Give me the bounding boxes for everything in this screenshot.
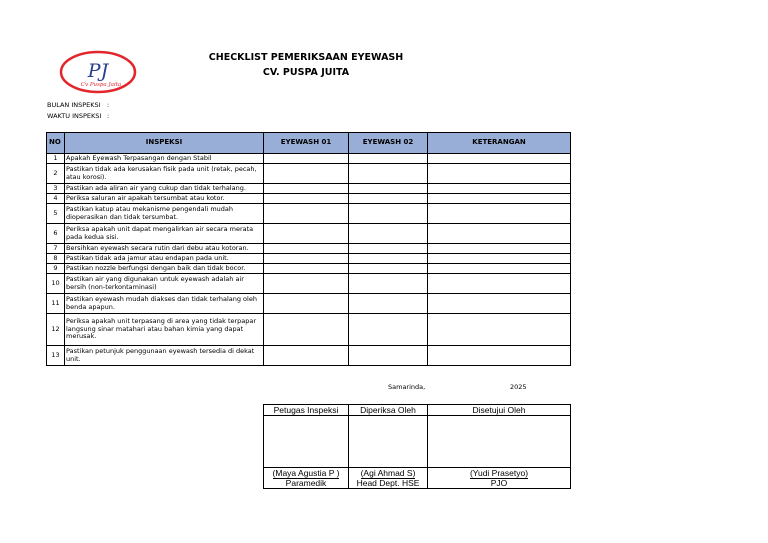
checklist-table [46, 132, 571, 366]
row-inspeksi: Pastikan nozzle berfungsi dengan baik dan tidak bocor. [65, 264, 264, 274]
keterangan-cell[interactable] [428, 164, 571, 184]
signature-role-diperiksa: Head Dept. HSE [349, 478, 428, 489]
keterangan-cell[interactable] [428, 244, 571, 254]
keterangan-cell[interactable] [428, 224, 571, 244]
col-header-no: NO [47, 133, 65, 154]
eyewash-02-cell[interactable] [349, 194, 428, 204]
signature-name-diperiksa: (Agi Ahmad S) [360, 468, 416, 478]
signature-space-diperiksa[interactable] [349, 416, 428, 468]
bulan-inspeksi-row [47, 101, 110, 109]
table-row [47, 184, 571, 194]
row-no: 3 [47, 184, 65, 194]
col-header-keterangan: KETERANGAN [428, 133, 571, 154]
eyewash-02-cell[interactable] [349, 274, 428, 294]
eyewash-01-cell[interactable] [264, 204, 349, 224]
table-row [47, 244, 571, 254]
keterangan-cell[interactable] [428, 346, 571, 366]
row-no: 8 [47, 254, 65, 264]
row-no: 12 [47, 314, 65, 346]
eyewash-02-cell[interactable] [349, 254, 428, 264]
row-no: 4 [47, 194, 65, 204]
signature-role-petugas: Paramedik [264, 478, 349, 489]
bulan-inspeksi-separator: : [107, 101, 110, 109]
table-row [47, 204, 571, 224]
row-inspeksi: Periksa apakah unit dapat mengalirkan air secara merata pada kedua sisi. [65, 224, 264, 244]
signature-name-cell [428, 468, 571, 479]
signature-header-row [264, 405, 571, 416]
row-inspeksi: Pastikan tidak ada kerusakan fisik pada unit (retak, pecah, atau korosi). [65, 164, 264, 184]
signature-names-row [264, 468, 571, 479]
row-no: 10 [47, 274, 65, 294]
row-no: 11 [47, 294, 65, 314]
row-inspeksi: Pastikan katup atau mekanisme pengendali mudah dioperasikan dan tidak tersumbat. [65, 204, 264, 224]
eyewash-02-cell[interactable] [349, 264, 428, 274]
signature-header-disetujui: Disetujui Oleh [428, 405, 571, 416]
row-no: 9 [47, 264, 65, 274]
logo-script: Cv Puspa Jaita [80, 82, 122, 88]
company-logo [59, 50, 137, 94]
table-row [47, 346, 571, 366]
row-inspeksi: Apakah Eyewash Terpasangan dengan Stabil [65, 154, 264, 164]
eyewash-01-cell[interactable] [264, 346, 349, 366]
signature-header-petugas: Petugas Inspeksi [264, 405, 349, 416]
table-row [47, 264, 571, 274]
keterangan-cell[interactable] [428, 194, 571, 204]
table-row [47, 164, 571, 184]
signature-space-row [264, 416, 571, 468]
eyewash-02-cell[interactable] [349, 294, 428, 314]
row-no: 6 [47, 224, 65, 244]
keterangan-cell[interactable] [428, 254, 571, 264]
row-no: 7 [47, 244, 65, 254]
table-row [47, 294, 571, 314]
table-header-row [47, 133, 571, 154]
eyewash-02-cell[interactable] [349, 184, 428, 194]
eyewash-01-cell[interactable] [264, 164, 349, 184]
eyewash-01-cell[interactable] [264, 184, 349, 194]
row-inspeksi: Bersihkan eyewash secara rutin dari debu atau kotoran. [65, 244, 264, 254]
keterangan-cell[interactable] [428, 314, 571, 346]
keterangan-cell[interactable] [428, 274, 571, 294]
signature-name-cell [264, 468, 349, 479]
table-row [47, 254, 571, 264]
eyewash-02-cell[interactable] [349, 204, 428, 224]
signature-city: Samarinda, [388, 383, 426, 391]
signature-year: 2025 [510, 383, 527, 391]
col-header-eyewash-02: EYEWASH 02 [349, 133, 428, 154]
eyewash-01-cell[interactable] [264, 274, 349, 294]
keterangan-cell[interactable] [428, 184, 571, 194]
keterangan-cell[interactable] [428, 264, 571, 274]
table-row [47, 194, 571, 204]
eyewash-01-cell[interactable] [264, 314, 349, 346]
signature-table [263, 404, 571, 489]
keterangan-cell[interactable] [428, 294, 571, 314]
signature-space-disetujui[interactable] [428, 416, 571, 468]
keterangan-cell[interactable] [428, 154, 571, 164]
eyewash-01-cell[interactable] [264, 224, 349, 244]
signature-header-diperiksa: Diperiksa Oleh [349, 405, 428, 416]
signature-name-petugas: (Maya Agustia P ) [272, 468, 340, 478]
eyewash-01-cell[interactable] [264, 244, 349, 254]
company-name: CV. PUSPA JUITA [262, 67, 350, 78]
waktu-inspeksi-label: WAKTU INSPEKSI [47, 112, 102, 120]
eyewash-02-cell[interactable] [349, 244, 428, 254]
waktu-inspeksi-row [47, 112, 110, 120]
row-no: 1 [47, 154, 65, 164]
eyewash-02-cell[interactable] [349, 346, 428, 366]
table-row [47, 314, 571, 346]
eyewash-01-cell[interactable] [264, 264, 349, 274]
signature-space-petugas[interactable] [264, 416, 349, 468]
signature-name-cell [349, 468, 428, 479]
row-inspeksi: Pastikan petunjuk penggunaan eyewash tersedia di dekat unit. [65, 346, 264, 366]
table-row [47, 154, 571, 164]
eyewash-02-cell[interactable] [349, 164, 428, 184]
signature-name-disetujui: (Yudi Prasetyo) [469, 468, 529, 478]
eyewash-01-cell[interactable] [264, 194, 349, 204]
signature-roles-row [264, 478, 571, 489]
document-title: CHECKLIST PEMERIKSAAN EYEWASH [208, 52, 404, 63]
row-inspeksi: Pastikan tidak ada jamur atau endapan pada unit. [65, 254, 264, 264]
row-inspeksi: Pastikan ada aliran air yang cukup dan tidak terhalang. [65, 184, 264, 194]
row-no: 13 [47, 346, 65, 366]
eyewash-02-cell[interactable] [349, 154, 428, 164]
eyewash-02-cell[interactable] [349, 224, 428, 244]
row-inspeksi: Pastikan eyewash mudah diakses dan tidak terhalang oleh benda apapun. [65, 294, 264, 314]
keterangan-cell[interactable] [428, 204, 571, 224]
row-no: 2 [47, 164, 65, 184]
row-no: 5 [47, 204, 65, 224]
logo-initials: PJ [87, 60, 109, 82]
row-inspeksi: Periksa apakah unit terpasang di area yang tidak terpapar langsung sinar matahari atau bahan kimia yang dapat merusak. [65, 314, 264, 346]
eyewash-01-cell[interactable] [264, 154, 349, 164]
row-inspeksi: Pastikan air yang digunakan untuk eyewash adalah air bersih (non-terkontaminasi) [65, 274, 264, 294]
col-header-inspeksi: INSPEKSI [65, 133, 264, 154]
eyewash-01-cell[interactable] [264, 294, 349, 314]
eyewash-02-cell[interactable] [349, 314, 428, 346]
eyewash-01-cell[interactable] [264, 254, 349, 264]
col-header-eyewash-01: EYEWASH 01 [264, 133, 349, 154]
signature-role-disetujui: PJO [428, 478, 571, 489]
waktu-inspeksi-separator: : [107, 112, 110, 120]
bulan-inspeksi-label: BULAN INSPEKSI [47, 101, 101, 109]
table-row [47, 274, 571, 294]
table-row [47, 224, 571, 244]
row-inspeksi: Periksa saluran air apakah tersumbat atau kotor. [65, 194, 264, 204]
